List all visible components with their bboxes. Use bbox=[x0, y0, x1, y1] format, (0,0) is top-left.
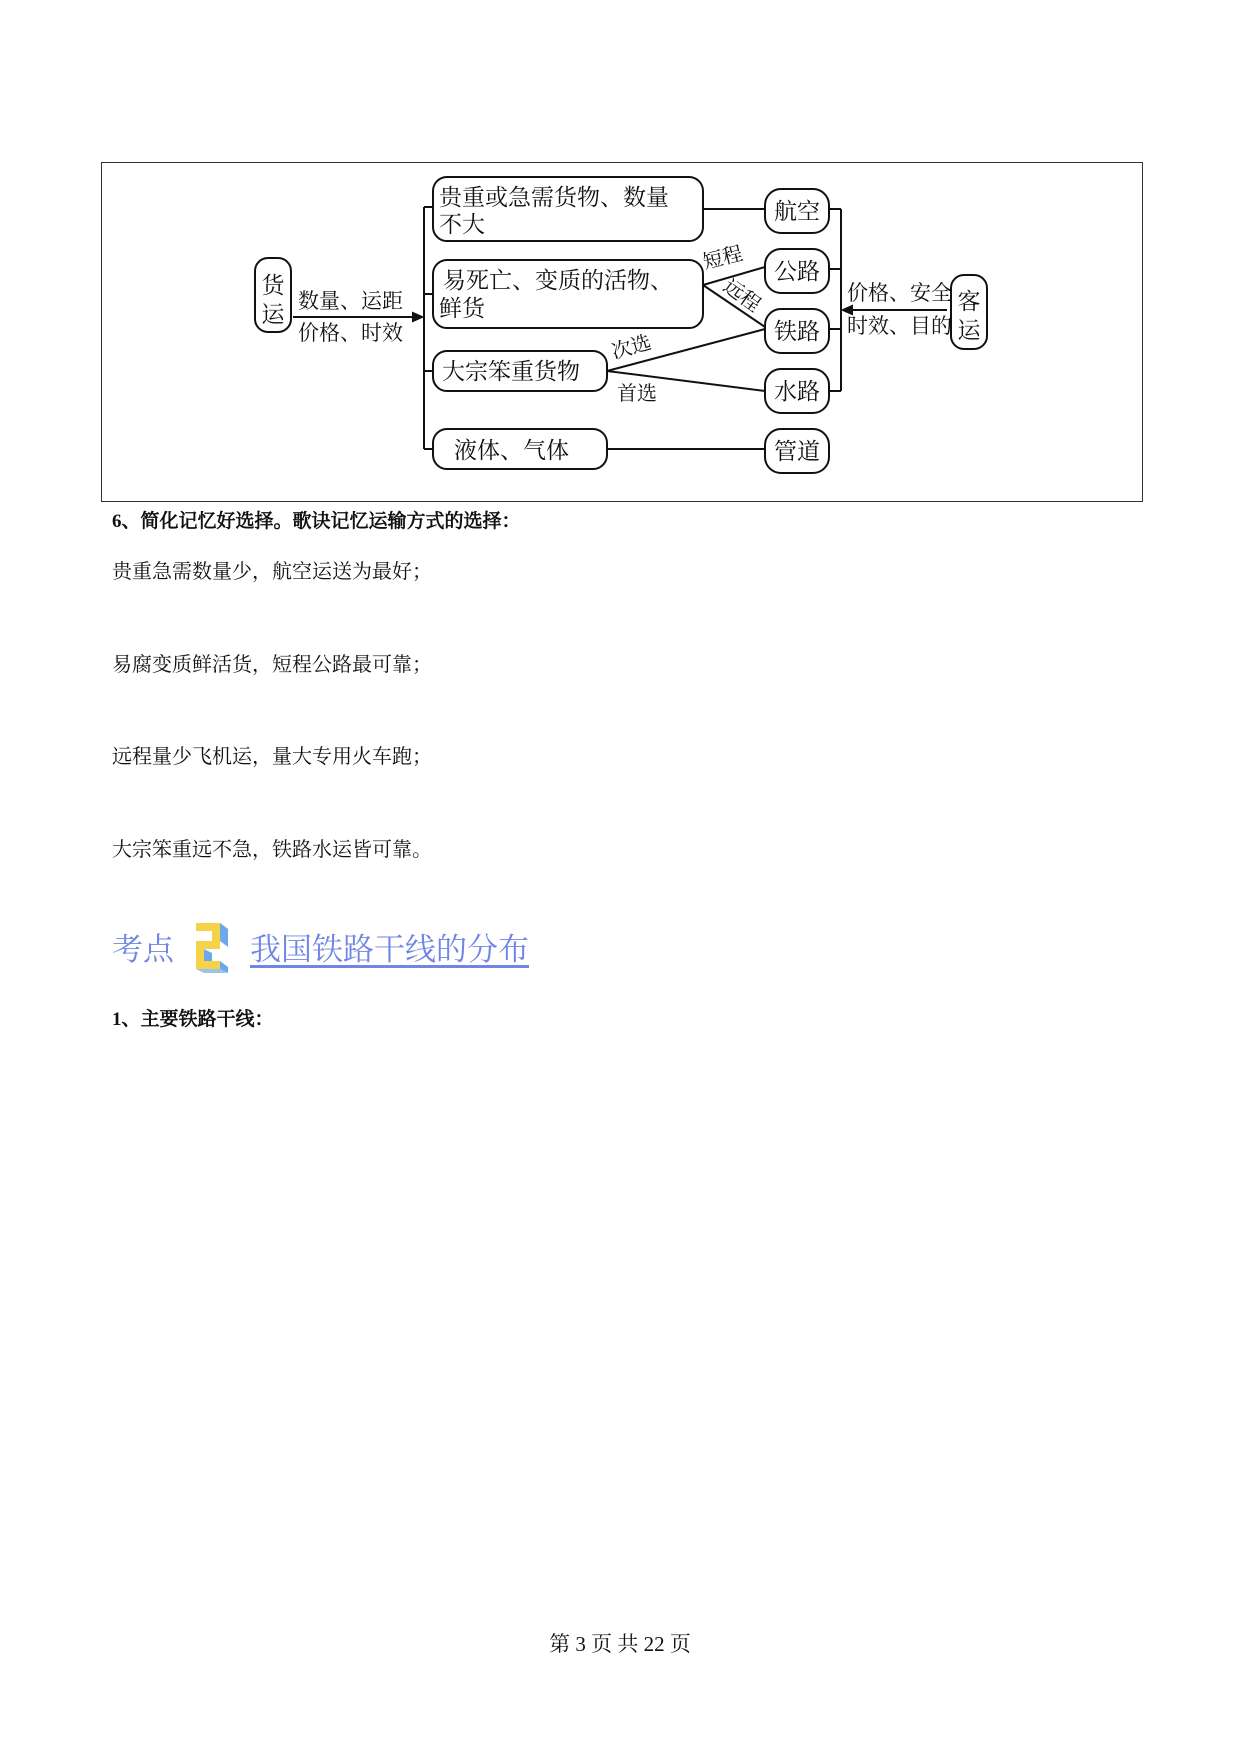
edge-label-long: 远程 bbox=[719, 273, 766, 317]
cargo-type-2-line-2: 鲜货 bbox=[439, 296, 485, 322]
mode-water: 水路 bbox=[774, 379, 820, 405]
section-1-text: 、主要铁路干线： bbox=[121, 1008, 274, 1030]
cargo-arrowhead bbox=[413, 313, 422, 321]
number-2-block-icon bbox=[190, 919, 234, 973]
passenger-factors-1: 价格、安全 bbox=[847, 281, 952, 305]
edge-label-short: 短程 bbox=[700, 240, 746, 274]
kaodian-label: 考点 bbox=[112, 931, 174, 968]
passenger-factors-2: 时效、目的 bbox=[847, 314, 952, 338]
diagram-canvas bbox=[102, 163, 1144, 503]
cargo-type-4: 液体、气体 bbox=[454, 438, 569, 464]
cargo-type-1-line-1: 贵重或急需货物、数量 bbox=[439, 185, 669, 211]
passenger-arrowhead bbox=[843, 306, 852, 314]
section-1-heading bbox=[112, 1004, 274, 1031]
cargo-type-3: 大宗笨重货物 bbox=[442, 359, 580, 385]
mode-pipeline: 管道 bbox=[774, 439, 820, 465]
verse-line-1: 贵重急需数量少，航空运送为最好； bbox=[112, 559, 432, 583]
kaodian-title[interactable]: 我国铁路干线的分布 bbox=[250, 931, 529, 968]
page-footer: 第 3 页 共 22 页 bbox=[549, 1632, 691, 1656]
cargo-type-1-line-2: 不大 bbox=[439, 212, 485, 238]
edge-label-primary: 首选 bbox=[617, 381, 657, 405]
cargo-factors-1: 数量、运距 bbox=[298, 289, 403, 313]
verse-line-3: 远程量少飞机运，量大专用火车跑； bbox=[112, 744, 432, 768]
section-1-number: 1 bbox=[112, 1009, 122, 1030]
kaodian-header bbox=[112, 918, 529, 974]
mode-air: 航空 bbox=[774, 199, 820, 225]
cargo-label-2: 运 bbox=[261, 302, 285, 328]
mode-road: 公路 bbox=[774, 259, 820, 285]
cargo-factors-2: 价格、时效 bbox=[298, 321, 403, 345]
section-6-heading bbox=[112, 506, 521, 533]
verse-line-2: 易腐变质鲜活货，短程公路最可靠； bbox=[112, 652, 432, 676]
cargo-type-2-line-1: 易死亡、变质的活物、 bbox=[443, 268, 673, 294]
mode-rail: 铁路 bbox=[774, 319, 820, 345]
section-6-text: 、简化记忆好选择。歌诀记忆运输方式的选择： bbox=[121, 510, 521, 532]
section-6-number: 6 bbox=[112, 511, 122, 532]
cargo-label-1: 货 bbox=[261, 273, 285, 299]
passenger-label-2: 运 bbox=[957, 318, 981, 344]
passenger-label-1: 客 bbox=[957, 289, 981, 315]
verse-line-4: 大宗笨重远不急，铁路水运皆可靠。 bbox=[112, 837, 432, 861]
edge-label-secondary: 次选 bbox=[608, 329, 654, 364]
transport-choice-diagram bbox=[101, 162, 1143, 502]
